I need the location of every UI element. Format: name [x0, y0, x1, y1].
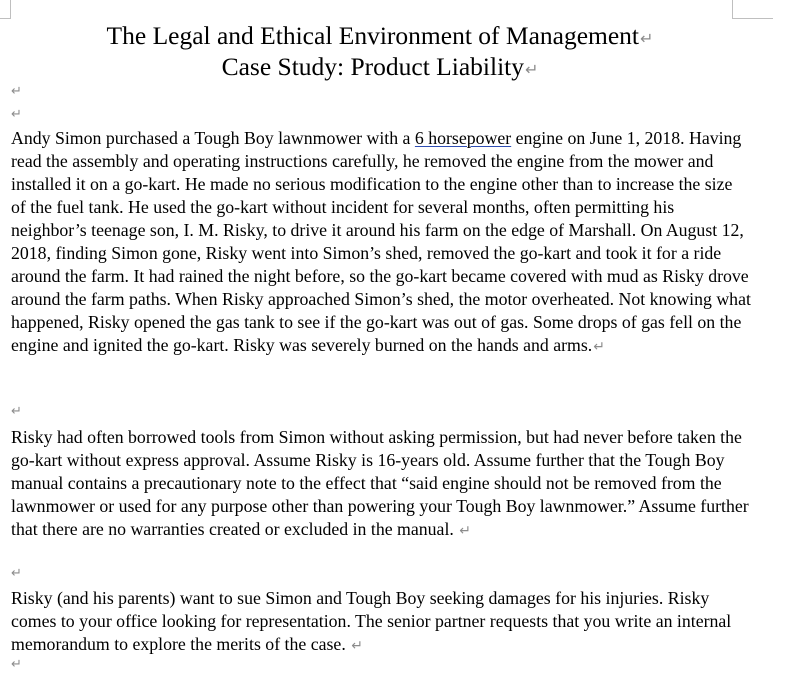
paragraph-mark-icon: ↵: [351, 638, 363, 654]
title-line-2: Case Study: Product Liability: [221, 52, 525, 81]
paragraph-text: engine on June 1, 2018. Having read the assembly and operating instructions carefully, he removed the engine from the mower and installed it on a go-kart. He made no serious modification to the engine other than to increase the size of the fuel tank. He used the go-kart without incident for several months, often permitting his neighbor’s teenage son, I. M. Risky, to drive it around his farm on the edge of Marshall. On August 12, 2018, finding Simon gone, Risky went into Simon’s shed, removed the go-kart and took it for a ride around the farm. It had rained the night before, so the go-kart became covered with mud as Risky drove around the farm paths. When Risky approached Simon’s shed, the motor overheated. Not knowing what happened, Risky opened the gas tank to see if the go-kart was out of gas. Some drops of gas fell on the engine and ignited the go-kart. Risky was severely burned on the hands and arms.: [11, 128, 751, 355]
page-corner-marker-right: [732, 0, 773, 19]
document-subtitle: [0, 51, 760, 85]
page-corner-marker-left: [0, 0, 11, 19]
assignment-paragraph: [11, 587, 751, 658]
paragraph-mark-icon: ↵: [459, 523, 472, 539]
paragraph-mark-icon: ↵: [11, 84, 22, 99]
case-facts-paragraph: [11, 127, 751, 359]
paragraph-mark-icon: ↵: [640, 29, 654, 48]
paragraph-mark-icon: ↵: [11, 657, 22, 672]
paragraph-mark-icon: ↵: [11, 566, 22, 581]
grammar-flagged-text[interactable]: 6 horsepower: [414, 128, 512, 148]
paragraph-text: Andy Simon purchased a Tough Boy lawnmower with a: [11, 128, 415, 148]
paragraph-mark-icon: ↵: [11, 404, 22, 419]
paragraph-text: Risky had often borrowed tools from Simon without asking permission, but had never before taken the go-kart without express approval. Assume Risky is 16-years old. Assume further that the Tough Boy manual contains a precautionary note to the effect that “said engine should not be removed from the lawnmower or used for any purpose other than powering your Tough Boy lawnmower.” Assume further that there are no warranties created or excluded in the manual.: [11, 427, 749, 539]
paragraph-mark-icon: ↵: [11, 107, 22, 122]
paragraph-mark-icon: ↵: [593, 339, 605, 355]
title-line-1: The Legal and Ethical Environment of Management: [106, 21, 640, 50]
paragraph-mark-icon: ↵: [525, 60, 539, 79]
document-title: [0, 20, 760, 54]
paragraph-text: Risky (and his parents) want to sue Simon and Tough Boy seeking damages for his injuries. Risky comes to your office looking for representation. The senior partner requests that you write an internal memorandum to explore the merits of the case.: [11, 588, 732, 654]
assumptions-paragraph: [11, 426, 751, 543]
